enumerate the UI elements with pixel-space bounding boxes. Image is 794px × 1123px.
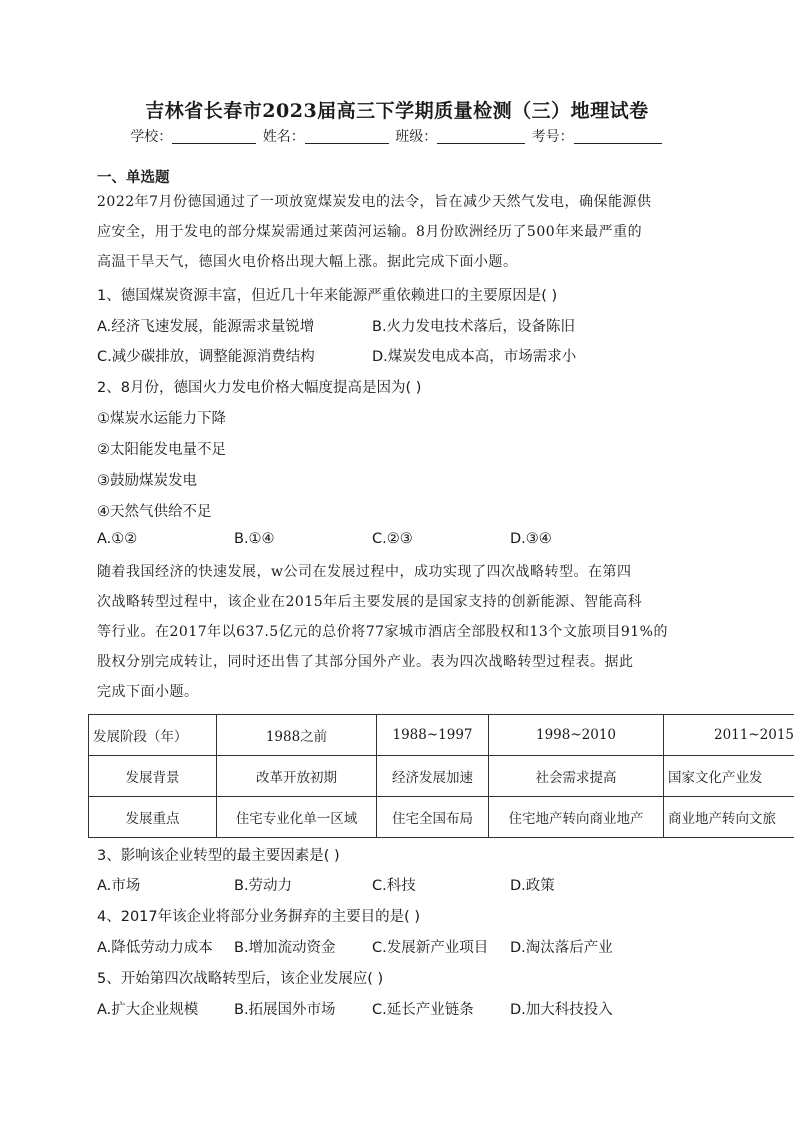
passage2-line: 股权分别完成转让，同时还出售了其部分国外产业。表为四次战略转型过程表。据此 <box>97 654 634 670</box>
q3-option-d[interactable]: D.政策 <box>510 878 555 894</box>
q2-option-c[interactable]: C.②③ <box>372 531 413 547</box>
name-label: 姓名： <box>262 129 305 145</box>
q3-option-b[interactable]: B.劳动力 <box>234 878 293 894</box>
q5-option-d[interactable]: D.加大科技投入 <box>510 1002 613 1018</box>
q1-option-c[interactable]: C.减少碳排放，调整能源消费结构 <box>97 349 315 365</box>
table-cell: 1988~1997 <box>377 715 489 756</box>
student-info-line <box>0 126 794 146</box>
passage2-line: 随着我国经济的快速发展，w公司在发展过程中，成功实现了四次战略转型。在第四 <box>97 564 632 580</box>
q4-option-a[interactable]: A.降低劳动力成本 <box>97 940 213 956</box>
table-cell: 经济发展加速 <box>377 756 489 797</box>
q2-option-b[interactable]: B.①④ <box>234 531 275 547</box>
table-row <box>89 797 794 838</box>
table-cell: 国家文化产业发 <box>664 756 794 797</box>
table-cell: 发展阶段（年） <box>89 715 217 756</box>
class-blank <box>437 129 525 144</box>
table-cell: 1998~2010 <box>489 715 664 756</box>
strategy-table <box>88 714 794 838</box>
table-cell: 2011~2015 <box>664 715 794 756</box>
question-2-stem: 2、8月份，德国火力发电价格大幅度提高是因为( ) <box>97 380 422 396</box>
table-cell: 住宅地产转向商业地产 <box>489 797 664 838</box>
page-title: 吉林省长春市2023届高三下学期质量检测（三）地理试卷 <box>145 100 649 122</box>
passage1-line: 应安全，用于发电的部分煤炭需通过莱茵河运输。8月份欧洲经历了500年来最严重的 <box>97 224 643 240</box>
class-label: 班级： <box>395 129 438 145</box>
table-cell: 商业地产转向文旅 <box>664 797 794 838</box>
passage1-line: 2022年7月份德国通过了一项放宽煤炭发电的法令，旨在减少天然气发电，确保能源供 <box>97 194 652 210</box>
passage1-line: 高温干旱天气，德国火电价格出现大幅上涨。据此完成下面小题。 <box>97 254 518 270</box>
table-cell: 住宅全国布局 <box>377 797 489 838</box>
question-5-stem: 5、开始第四次战略转型后，该企业发展应( ) <box>97 971 384 987</box>
q5-option-a[interactable]: A.扩大企业规模 <box>97 1002 199 1018</box>
q3-option-a[interactable]: A.市场 <box>97 878 141 894</box>
section-heading: 一、单选题 <box>97 170 170 186</box>
q1-option-a[interactable]: A.经济飞速发展，能源需求量锐增 <box>97 319 315 335</box>
q2-item: ③鼓励煤炭发电 <box>97 473 197 489</box>
question-1-stem: 1、德国煤炭资源丰富，但近几十年来能源严重依赖进口的主要原因是( ) <box>97 288 558 304</box>
table-cell: 改革开放初期 <box>217 756 377 797</box>
q5-option-b[interactable]: B.拓展国外市场 <box>234 1002 336 1018</box>
table-cell: 住宅专业化单一区域 <box>217 797 377 838</box>
table-row <box>89 715 794 756</box>
q1-option-d[interactable]: D.煤炭发电成本高，市场需求小 <box>372 349 577 365</box>
table-cell: 发展背景 <box>89 756 217 797</box>
table-cell: 1988之前 <box>217 715 377 756</box>
q5-option-c[interactable]: C.延长产业链条 <box>372 1002 474 1018</box>
q2-item: ①煤炭水运能力下降 <box>97 411 226 427</box>
question-3-stem: 3、影响该企业转型的最主要因素是( ) <box>97 848 340 864</box>
table-cell: 发展重点 <box>89 797 217 838</box>
q2-option-a[interactable]: A.①② <box>97 531 138 547</box>
school-blank <box>172 129 256 144</box>
q3-option-c[interactable]: C.科技 <box>372 878 416 894</box>
q1-option-b[interactable]: B.火力发电技术落后，设备陈旧 <box>372 319 576 335</box>
exam-no-blank <box>574 129 662 144</box>
passage2-line: 等行业。在2017年以637.5亿元的总价将77家城市酒店全部股权和13个文旅项目91%的 <box>97 624 668 640</box>
table-cell: 社会需求提高 <box>489 756 664 797</box>
q2-item: ②太阳能发电量不足 <box>97 442 226 458</box>
q4-option-b[interactable]: B.增加流动资金 <box>234 940 336 956</box>
q4-option-d[interactable]: D.淘汰落后产业 <box>510 940 613 956</box>
q2-item: ④天然气供给不足 <box>97 504 212 520</box>
table-row <box>89 756 794 797</box>
passage2-line: 次战略转型过程中，该企业在2015年后主要发展的是国家支持的创新能源、智能高科 <box>97 594 643 610</box>
q4-option-c[interactable]: C.发展新产业项目 <box>372 940 489 956</box>
passage2-line: 完成下面小题。 <box>97 684 199 700</box>
q2-option-d[interactable]: D.③④ <box>510 531 552 547</box>
school-label: 学校： <box>130 129 173 145</box>
question-4-stem: 4、2017年该企业将部分业务摒弃的主要目的是( ) <box>97 909 421 925</box>
name-blank <box>305 129 389 144</box>
exam-no-label: 考号： <box>531 129 574 145</box>
